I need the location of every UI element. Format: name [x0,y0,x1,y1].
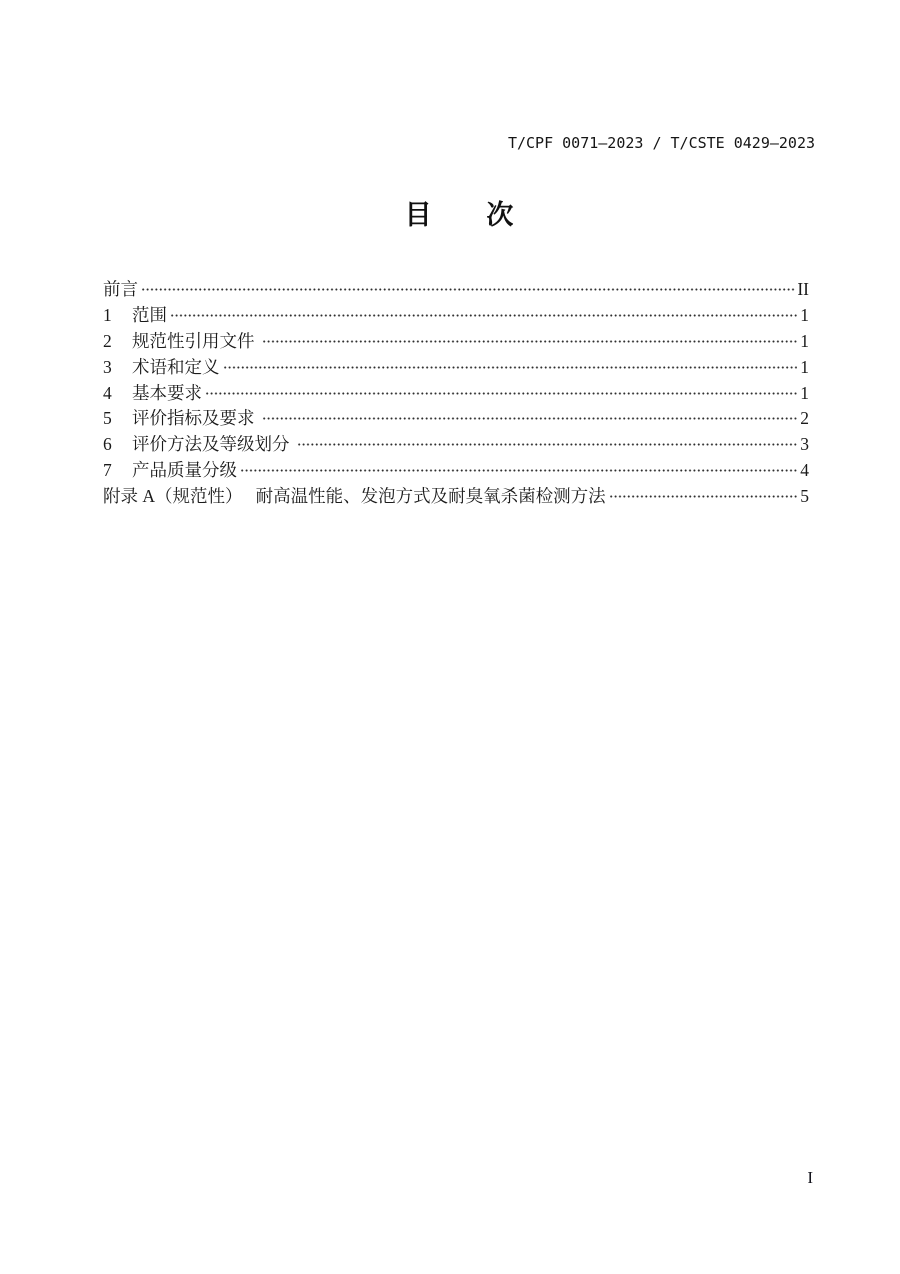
document-header [103,116,815,170]
toc-entry-number: 5 [103,408,112,429]
toc-entry-page: 1 [800,382,809,403]
toc-entry-label: 附录 A（规范性） 耐高温性能、发泡方式及耐臭氧杀菌检测方法 [103,486,606,507]
toc-entry-page: 4 [800,460,809,481]
toc-entry-label: 规范性引用文件 [132,330,259,351]
toc-entry-page: 3 [800,434,809,455]
toc-entry-page: II [797,279,809,299]
toc-entry-page: 1 [800,356,809,377]
toc-entry-label: 前言 [103,279,138,299]
page-title: 目 次 [404,200,526,231]
toc-entry-number: 2 [103,330,112,351]
toc-entry [103,458,809,484]
toc-entry-number: 6 [103,434,112,455]
toc-entry [103,381,809,407]
toc-entry [103,277,809,303]
toc-entry-page: 1 [800,304,809,325]
dot-leader [223,366,798,369]
dot-leader [170,314,797,317]
toc-entry-number: 4 [103,382,112,403]
dot-leader [297,443,797,446]
toc-entry-number: 3 [103,356,112,377]
table-of-contents [103,277,809,510]
dot-leader [609,495,797,498]
toc-entry-label: 产品质量分级 [132,460,237,481]
toc-entry [103,484,809,510]
dot-leader [205,392,797,395]
toc-entry [103,406,809,432]
toc-entry-number: 1 [103,304,112,325]
dot-leader [141,288,795,291]
toc-entry-label: 基本要求 [132,382,202,403]
toc-entry-label: 术语和定义 [132,356,220,377]
dot-leader [262,340,797,343]
dot-leader [262,417,797,420]
toc-entry-label: 评价方法及等级划分 [132,434,294,455]
toc-entry-page: 1 [800,330,809,351]
toc-entry-label: 评价指标及要求 [132,408,259,429]
toc-entry-label: 范围 [132,304,167,325]
toc-entry [103,329,809,355]
toc-entry-number: 7 [103,460,112,481]
toc-entry-page: 2 [800,408,809,429]
page-footer [103,1168,813,1188]
toc-entry-page: 5 [800,486,809,507]
standard-number: T/CPF 0071—2023 / T/CSTE 0429—2023 [507,134,815,152]
toc-entry [103,432,809,458]
page-number: I [807,1168,813,1187]
dot-leader [240,469,797,472]
toc-entry [103,355,809,381]
toc-entry [103,303,809,329]
